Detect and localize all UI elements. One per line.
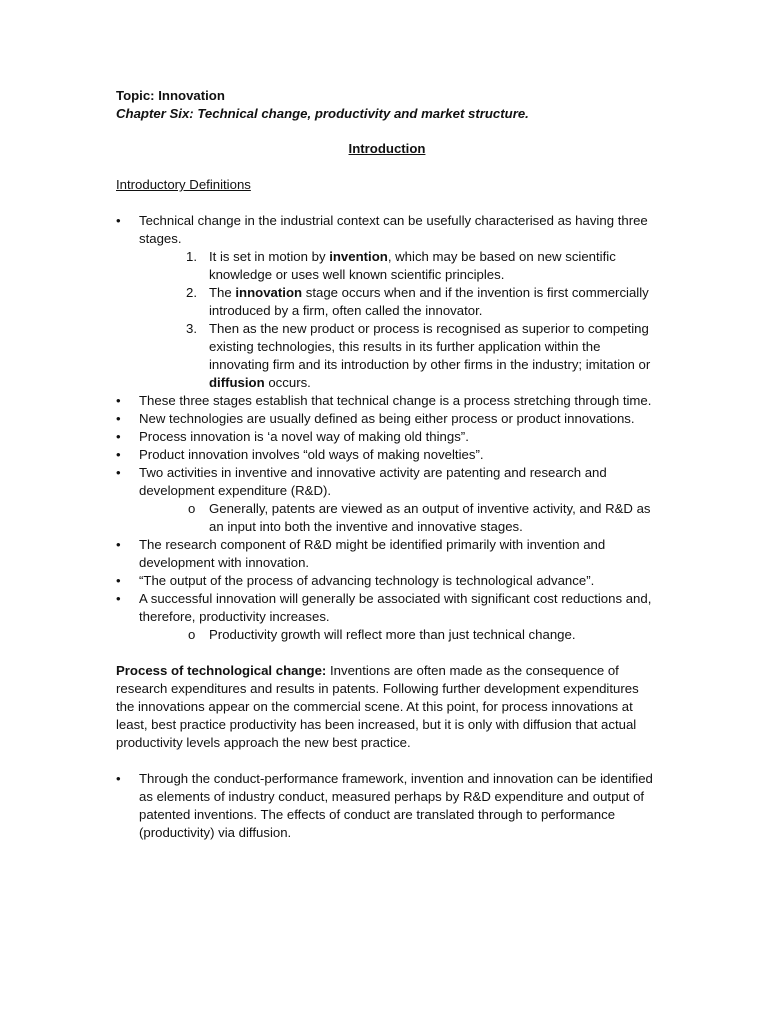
stage-text: The — [209, 285, 236, 300]
stage-keyword: innovation — [235, 285, 303, 300]
list-item — [116, 212, 658, 392]
conduct-list — [116, 770, 658, 842]
stage-number: 3. — [186, 321, 197, 336]
list-item-text: A successful innovation will generally be associated with significant cost reductions and, therefore, productivity increases. — [139, 591, 652, 624]
stage-number: 1. — [186, 249, 197, 264]
stage-text: stage occurs when and if the invention is first commercially introduced by a firm, often called the innovator. — [209, 285, 649, 318]
list-item: • “The output of the process of advancing technology is technological advance”. — [116, 572, 658, 590]
sub-list-item: o Productivity growth will reflect more than just technical change. — [186, 626, 658, 644]
stage-text: , which may be based on new scientific knowledge or uses well known scientific principles. — [209, 249, 616, 282]
process-lead: Process of technological change: — [116, 663, 327, 678]
stage-text: It is set in motion by — [209, 249, 330, 264]
chapter-title: Chapter Six: Technical change, productivity and market structure. — [116, 106, 529, 121]
list-item-text: Two activities in inventive and innovative activity are patenting and research and development expenditure (R&D). — [139, 465, 607, 498]
definitions-list — [116, 212, 658, 644]
list-item: • Product innovation involves “old ways of making novelties”. — [116, 446, 658, 464]
list-item — [116, 590, 658, 644]
sub-list — [139, 500, 658, 536]
list-item: • Through the conduct-performance framework, invention and innovation can be identified as elements of industry conduct, measured perhaps by R&D expenditure and output of patented inventions. The effects of conduct are translated through to performance (productivity) via diffusion. — [116, 770, 658, 842]
list-item: • The research component of R&D might be identified primarily with invention and development with innovation. — [116, 536, 658, 572]
list-item — [116, 464, 658, 536]
introduction-heading: Introduction — [348, 141, 426, 156]
process-body: Inventions are often made as the consequence of research expenditures and results in patents. Following further development expenditures the innovations appear on the commercial scene. At this point, for process innovations at least, best practice productivity has been increased, but it is only with diffusion that actual productivity levels approach the new best practice. — [116, 663, 639, 750]
stage-item — [186, 320, 658, 392]
list-item: • These three stages establish that technical change is a process stretching through time. — [116, 392, 658, 410]
definitions-heading: Introductory Definitions — [116, 177, 251, 192]
stage-item — [186, 248, 658, 284]
stages-list — [139, 248, 658, 392]
process-paragraph — [116, 662, 658, 752]
list-item: • New technologies are usually defined as being either process or product innovations. — [116, 410, 658, 428]
stage-keyword: invention — [329, 249, 388, 264]
list-item: • Process innovation is ‘a novel way of making old things”. — [116, 428, 658, 446]
list-item-text: Technical change in the industrial context can be usefully characterised as having three stages. — [139, 213, 648, 246]
stage-keyword: diffusion — [209, 375, 265, 390]
stage-item — [186, 284, 658, 320]
stage-number: 2. — [186, 285, 197, 300]
stage-text: occurs. — [264, 375, 311, 390]
topic-line: Topic: Innovation — [116, 88, 225, 103]
stage-text: Then as the new product or process is recognised as superior to competing existing technologies, this results in its further application within the innovating firm and its introduction by other firms in the industry; imitation or — [209, 321, 651, 372]
sub-list-item: o Generally, patents are viewed as an output of inventive activity, and R&D as an input into both the inventive and innovative stages. — [186, 500, 658, 536]
sub-list — [139, 626, 658, 644]
